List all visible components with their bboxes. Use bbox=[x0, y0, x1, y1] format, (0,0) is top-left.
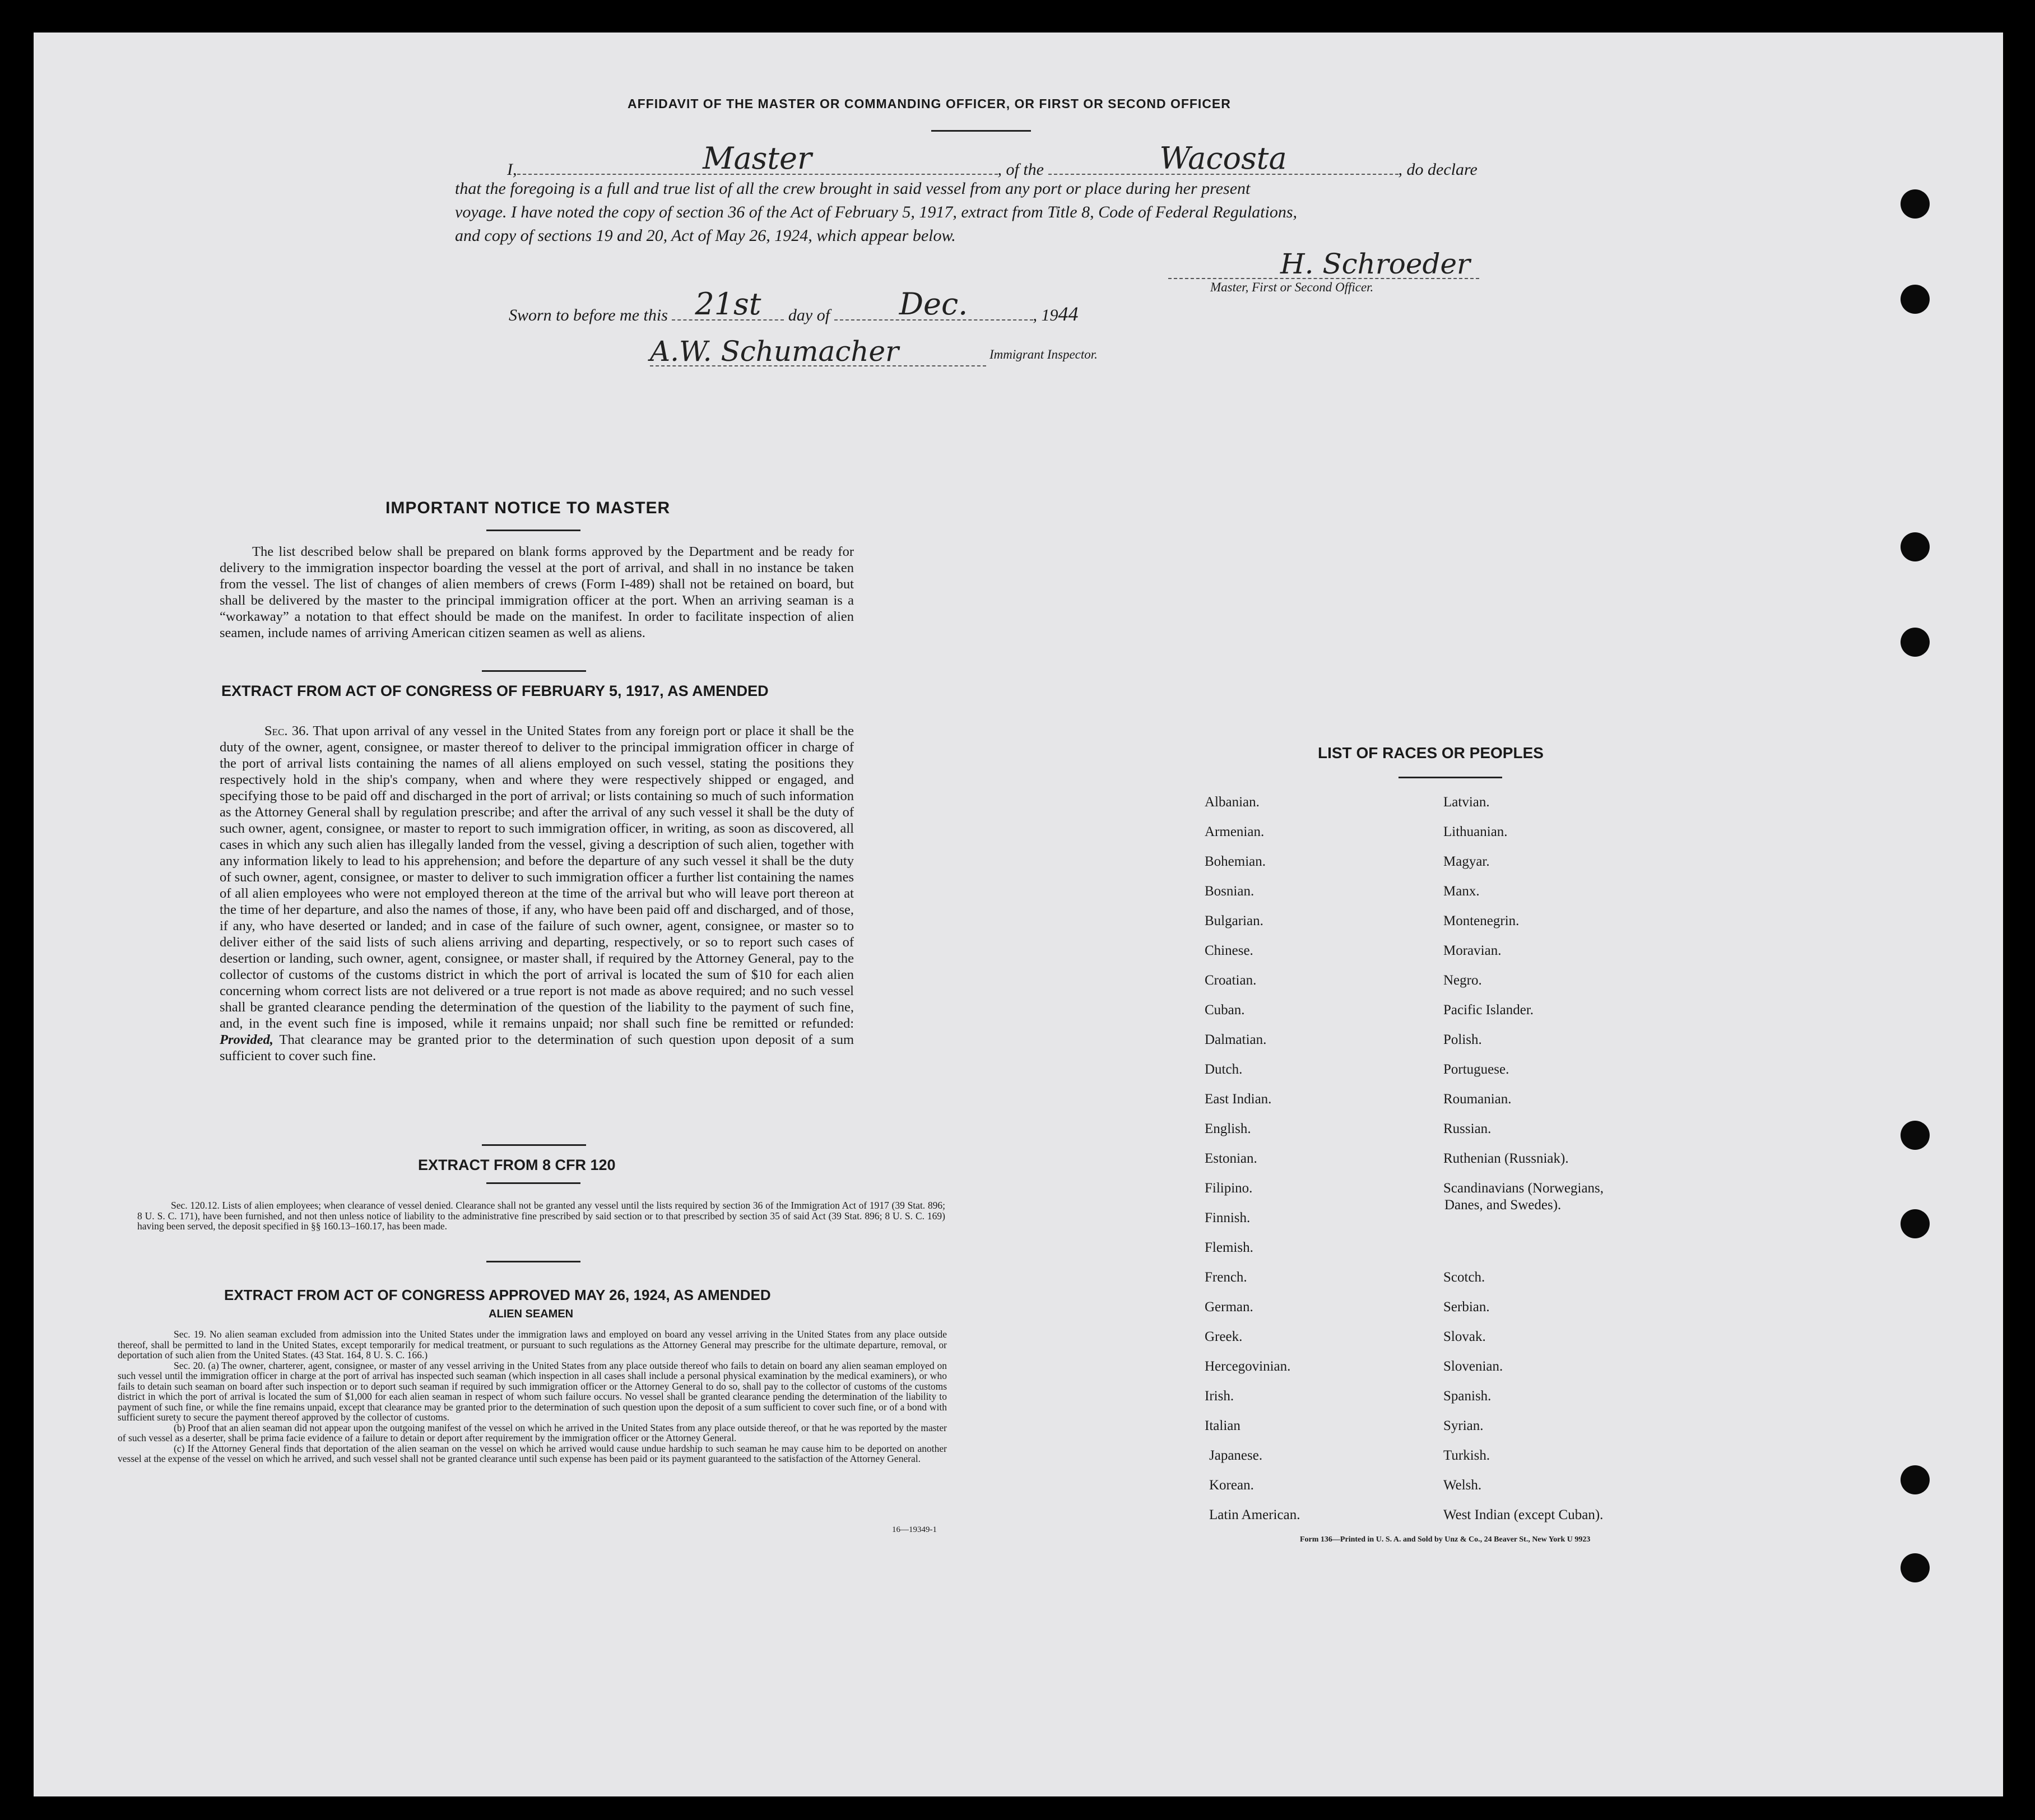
race-item: Croatian. bbox=[1205, 973, 1257, 988]
sworn-prefix: Sworn to before me this bbox=[509, 306, 668, 324]
race-item: Slovak. bbox=[1443, 1329, 1486, 1344]
race-item: Bosnian. bbox=[1205, 884, 1255, 899]
affidavit-first-line bbox=[507, 141, 1478, 179]
punch-hole bbox=[1901, 628, 1930, 657]
race-item: Russian. bbox=[1443, 1121, 1492, 1136]
provided-label: Provided, bbox=[220, 1032, 273, 1047]
race-item: Bulgarian. bbox=[1205, 913, 1263, 928]
race-item: Flemish. bbox=[1205, 1240, 1253, 1255]
race-item: Cuban. bbox=[1205, 1002, 1245, 1018]
races-heading: LIST OF RACES OR PEOPLES bbox=[1318, 744, 1544, 762]
sec-36-text-end: That clearance may be granted prior to the determination of such question upon deposit of a sum sufficient to cover such fine. bbox=[220, 1032, 854, 1064]
race-item: Portuguese. bbox=[1443, 1062, 1509, 1077]
punch-hole bbox=[1901, 1121, 1930, 1150]
punch-hole bbox=[1901, 532, 1930, 561]
divider bbox=[1399, 777, 1502, 778]
race-item: Magyar. bbox=[1443, 854, 1490, 869]
race-item: French. bbox=[1205, 1270, 1247, 1285]
sec-36-text: That upon arrival of any vessel in the United States from any foreign port or place it shall be the duty of the owner, agent, consignee, or master thereof to deliver to the principal immigration officer in charge of the port of arrival lists containing the names of all aliens employed on such vessel, stating the positions they respectively hold in the ship's company, when and where they were respectively shipped or engaged, and specifying those to be paid off and discharged in the port of arrival; or lists containing so much of such information as the Attorney General shall by regulation prescribe; and after the arrival of any such vessel it shall be the duty of such owner, agent, consignee, or master to report to such immigration officer, in writing, as soon as discovered, all cases in which any such alien has illegally landed from the vessel, giving a description of such alien, together with any information likely to lead to his apprehension; and before the departure of any such vessel it shall be the duty of such owner, agent, consignee, or master to deliver to such immigration officer a further list containing the names of all alien employees who were not employed thereon at the time of the arrival but who will leave port thereon at the time of her departure, and also the names of those, if any, who have been paid off and discharged, and of those, if any, who have deserted or landed; and in case of the failure of such owner, agent, consignee, or master so to deliver either of the said lists of such aliens arriving and departing, respectively, or so to report such cases of desertion or landing, such owner, agent, consignee, or master shall, if required by the Attorney General, pay to the collector of customs of the customs district in which the port of arrival is located the sum of $10 for each alien concerning whom correct lists are not delivered or a true report is not made as above required; and no such vessel shall be granted clearance pending the determination of the question of the liability to the payment of such fine, and, in the event such fine is imposed, while it remains unpaid; nor shall such fine be remitted or refunded: bbox=[220, 723, 854, 1031]
affidavit-line-2: that the foregoing is a full and true list of all the crew brought in said vessel from any port or place during her present bbox=[455, 179, 1251, 198]
divider bbox=[486, 530, 580, 531]
race-item: Latin American. bbox=[1209, 1507, 1300, 1522]
race-item: Moravian. bbox=[1443, 943, 1502, 958]
punch-hole bbox=[1901, 1553, 1930, 1582]
notice-heading: IMPORTANT NOTICE TO MASTER bbox=[385, 499, 671, 517]
form-code: 16—19349-1 bbox=[892, 1525, 937, 1534]
affidavit-heading: AFFIDAVIT OF THE MASTER OR COMMANDING OFFICER, OR FIRST OR SECOND OFFICER bbox=[628, 96, 1231, 111]
affidavit-line-4: and copy of sections 19 and 20, Act of May 26, 1924, which appear below. bbox=[455, 226, 956, 245]
punch-hole bbox=[1901, 1465, 1930, 1494]
punch-hole bbox=[1901, 189, 1930, 219]
race-item: Turkish. bbox=[1443, 1448, 1490, 1463]
sec-20c-text: (c) If the Attorney General finds that deportation of the alien seaman on the vessel on which he arrived would cause undue hardship to such seaman he may cause him to be deported on another vessel at the expense of the vessel on which he arrived, and such vessel shall not be granted clearance until such expense has been paid or its payment guaranteed to the satisfaction of the Attorney General. bbox=[118, 1442, 947, 1464]
divider bbox=[486, 1182, 580, 1184]
race-item: Estonian. bbox=[1205, 1151, 1257, 1166]
affidavit-i: I, bbox=[507, 160, 517, 179]
race-item: Ruthenian (Russniak). bbox=[1443, 1151, 1569, 1166]
race-item: English. bbox=[1205, 1121, 1251, 1136]
race-item: Manx. bbox=[1443, 884, 1480, 899]
alien-seamen-subheading: ALIEN SEAMEN bbox=[489, 1308, 574, 1320]
notice-body bbox=[220, 544, 854, 641]
race-item: Slovenian. bbox=[1443, 1359, 1503, 1374]
extract-1917-heading: EXTRACT FROM ACT OF CONGRESS OF FEBRUARY 5, 1917, AS AMENDED bbox=[221, 682, 769, 699]
divider bbox=[486, 1261, 580, 1262]
race-item: Irish. bbox=[1205, 1389, 1234, 1404]
race-item: Scandinavians (Norwegians, bbox=[1443, 1181, 1604, 1196]
notice-text: The list described below shall be prepared on blank forms approved by the Department and be ready for delivery to the immigration inspector boarding the vessel at the port of arrival, and shall in no instance be taken from the vessel. The list of changes of alien members of crews (Form I-489) shall not be retained on board, but shall be delivered by the master to the principal immigration officer at the port. When an arriving seaman is a “workaway” a notation to that effect should be made on the manifest. In order to facilitate inspection of alien seamen, include names of arriving American citizen seamen as well as aliens. bbox=[220, 544, 854, 640]
affidavit-of-the: , of the bbox=[997, 160, 1044, 179]
race-item: Roumanian. bbox=[1443, 1092, 1512, 1107]
cfr-body bbox=[137, 1200, 945, 1232]
race-item: Chinese. bbox=[1205, 943, 1253, 958]
year-handwritten: 44 bbox=[1058, 303, 1079, 325]
inspector-signature-line bbox=[650, 334, 986, 366]
divider bbox=[482, 1144, 586, 1146]
divider bbox=[931, 130, 1031, 132]
race-item: Syrian. bbox=[1443, 1418, 1484, 1433]
race-item: Greek. bbox=[1205, 1329, 1243, 1344]
year-prefix: , 19 bbox=[1033, 306, 1058, 324]
divider bbox=[482, 670, 586, 672]
cfr-heading: EXTRACT FROM 8 CFR 120 bbox=[418, 1157, 616, 1173]
extract-1924-body bbox=[118, 1329, 947, 1464]
inspector-caption: Immigrant Inspector. bbox=[989, 347, 1098, 361]
race-item: Negro. bbox=[1443, 973, 1482, 988]
cfr-text: Sec. 120.12. Lists of alien employees; when clearance of vessel denied. Clearance shall not be granted any vessel until the lists required by section 36 of the Immigration Act of 1917 (39 Stat. 896; 8 U. S. C. 171), have been furnished, and not then unless notice of liability to the administrative fine prescribed by said section or to that prescribed by section 35 of said Act (39 Stat. 896; 8 U. S. C. 169) having been served, the deposit specified in §§ 160.13–160.17, has been made. bbox=[137, 1200, 945, 1232]
race-item: Albanian. bbox=[1205, 795, 1260, 810]
sworn-month-handwritten: Dec. bbox=[899, 286, 968, 322]
race-item: Bohemian. bbox=[1205, 854, 1266, 869]
race-item: Welsh. bbox=[1443, 1478, 1482, 1493]
printer-line: Form 136—Printed in U. S. A. and Sold by Unz & Co., 24 Beaver St., New York U 9923 bbox=[1300, 1535, 1591, 1544]
sec-19-text: Sec. 19. No alien seaman excluded from admission into the United States under the immigration laws and employed on board any vessel arriving in the United States from any place outside thereof, shall be permitted to land in the United States, except temporarily for medical treatment, or pursuant to such regulations as the Attorney General may prescribe for the ultimate departure, removal, or deportation of such alien from the United States. (43 Stat. 164, 8 U. S. C. 166.) bbox=[118, 1329, 947, 1361]
day-of: day of bbox=[788, 306, 830, 324]
punch-hole bbox=[1901, 285, 1930, 314]
affidavit-do-declare: , do declare bbox=[1398, 160, 1478, 179]
race-item: Lithuanian. bbox=[1443, 824, 1508, 839]
officer-handwritten: Master bbox=[703, 141, 812, 176]
race-item: Latvian. bbox=[1443, 795, 1490, 810]
extract-1917-body bbox=[220, 723, 854, 1064]
extract-1924-heading: EXTRACT FROM ACT OF CONGRESS APPROVED MAY 26, 1924, AS AMENDED bbox=[224, 1287, 771, 1303]
race-item: Serbian. bbox=[1443, 1299, 1490, 1315]
race-item: Japanese. bbox=[1209, 1448, 1263, 1463]
race-item: West Indian (except Cuban). bbox=[1443, 1507, 1604, 1522]
vessel-name-handwritten: Wacosta bbox=[1159, 141, 1287, 176]
race-item: Filipino. bbox=[1205, 1181, 1253, 1196]
master-signature-handwritten: H. Schroeder bbox=[1280, 248, 1470, 280]
sec-20b-text: (b) Proof that an alien seaman did not appear upon the outgoing manifest of the vessel on which he arrived in the United States from any place outside thereof, or that he was reported by the master of such vessel as a deserter, shall be prima facie evidence of a failure to detain or deport after requirement by the immigration officer or the Attorney General. bbox=[118, 1422, 947, 1443]
punch-hole bbox=[1901, 1209, 1930, 1238]
sworn-day-handwritten: 21st bbox=[695, 286, 761, 322]
race-item: Polish. bbox=[1443, 1032, 1482, 1047]
race-item: Scotch. bbox=[1443, 1270, 1485, 1285]
master-signature-line bbox=[1168, 247, 1479, 279]
race-item: Korean. bbox=[1209, 1478, 1254, 1493]
race-item: German. bbox=[1205, 1299, 1253, 1315]
race-item: Dalmatian. bbox=[1205, 1032, 1267, 1047]
affidavit-line-3: voyage. I have noted the copy of section 36 of the Act of February 5, 1917, extract from Title 8, Code of Federal Regulations, bbox=[455, 203, 1298, 221]
sec-20a-text: Sec. 20. (a) The owner, charterer, agent, consignee, or master of any vessel arriving in the United States from any place outside thereof who fails to detain on board any alien seaman employed on such vessel until the immigration officer in charge at the port of arrival has inspected such seaman (which inspection in all cases shall include a personal physical examination by the medical examiners), or who fails to detain such seaman on board after such inspection or to deport such seaman if required by such immigration officer or the Attorney General to do so, shall pay to the collector of customs of the customs district in which the port of arrival is located the sum of $1,000 for each alien seaman in respect of whom such failure occurs. No vessel shall be granted clearance pending the determination of the liability to payment of such fine, or while the fine remains unpaid, except that clearance may be granted prior to the determination of such question upon the deposit of a sum sufficient to cover such fine, or of a bond with sufficient surety to secure the payment thereof approved by the collector of customs. bbox=[118, 1359, 947, 1423]
race-item: Pacific Islander. bbox=[1443, 1002, 1534, 1018]
race-item: Hercegovinian. bbox=[1205, 1359, 1291, 1374]
sworn-line bbox=[509, 286, 1079, 326]
race-item: Finnish. bbox=[1205, 1210, 1251, 1225]
inspector-signature-handwritten: A.W. Schumacher bbox=[650, 335, 899, 368]
race-item: Danes, and Swedes). bbox=[1444, 1197, 1562, 1213]
race-item: East Indian. bbox=[1205, 1092, 1272, 1107]
race-item: Dutch. bbox=[1205, 1062, 1243, 1077]
signature-caption: Master, First or Second Officer. bbox=[1210, 280, 1374, 294]
race-item: Spanish. bbox=[1443, 1389, 1492, 1404]
race-item: Armenian. bbox=[1205, 824, 1265, 839]
race-item: Montenegrin. bbox=[1443, 913, 1520, 928]
race-item: Italian bbox=[1205, 1418, 1240, 1433]
sec-36-label: Sec. 36. bbox=[264, 723, 309, 739]
